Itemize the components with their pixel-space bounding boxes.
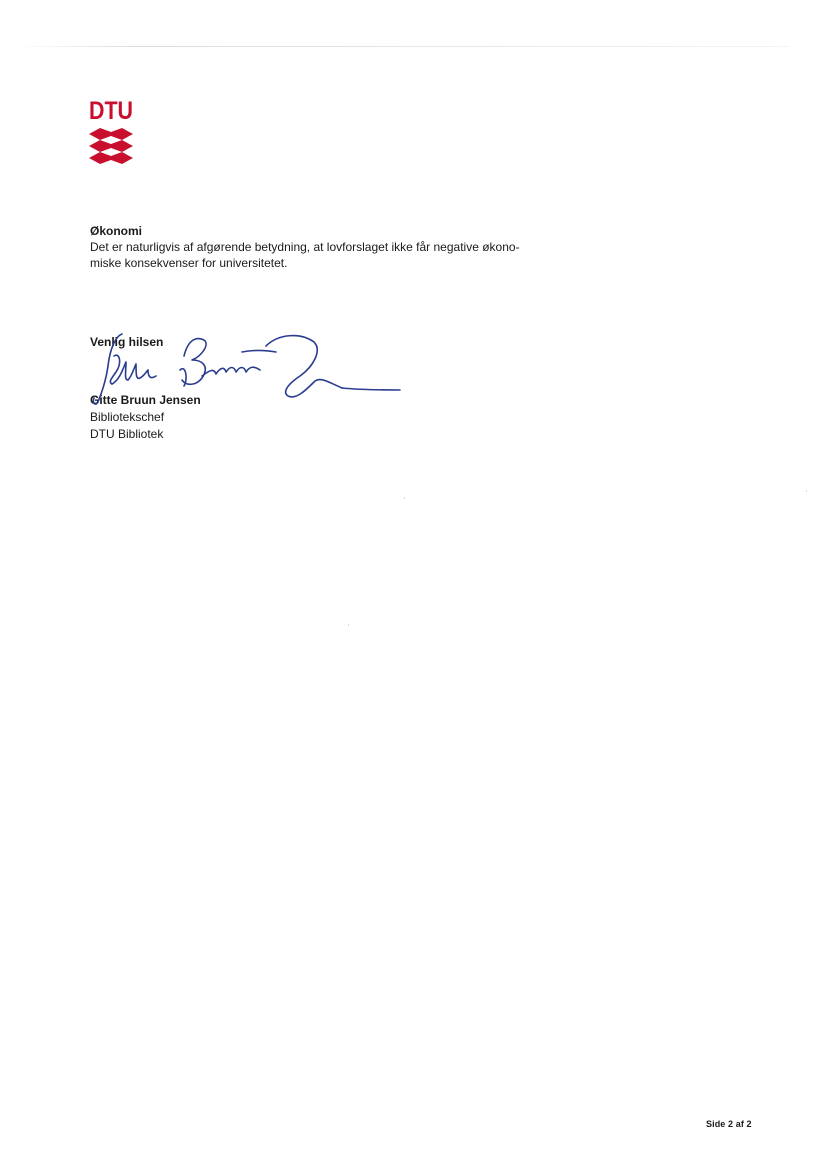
scan-edge-line bbox=[18, 46, 790, 47]
section-heading: Økonomi bbox=[90, 224, 143, 238]
section-body-line-2: miske konsekvenser for universitetet. bbox=[90, 256, 288, 270]
signer-name: Gitte Bruun Jensen bbox=[90, 393, 201, 407]
economy-section bbox=[90, 223, 610, 271]
scan-speck bbox=[348, 624, 349, 626]
dtu-logo bbox=[88, 96, 136, 166]
section-body-line-1: Det er naturligvis af afgørende betydning, at lovforslaget ikke får negative økono- bbox=[90, 240, 520, 254]
closing-greeting: Venlig hilsen bbox=[90, 335, 164, 349]
signer-title: Bibliotekschef bbox=[90, 410, 165, 424]
svg-text:DTU: DTU bbox=[89, 97, 133, 125]
page-number: Side 2 af 2 bbox=[706, 1119, 752, 1129]
signer-organization: DTU Bibliotek bbox=[90, 427, 164, 441]
scan-speck bbox=[806, 490, 807, 492]
scan-speck bbox=[404, 497, 405, 499]
